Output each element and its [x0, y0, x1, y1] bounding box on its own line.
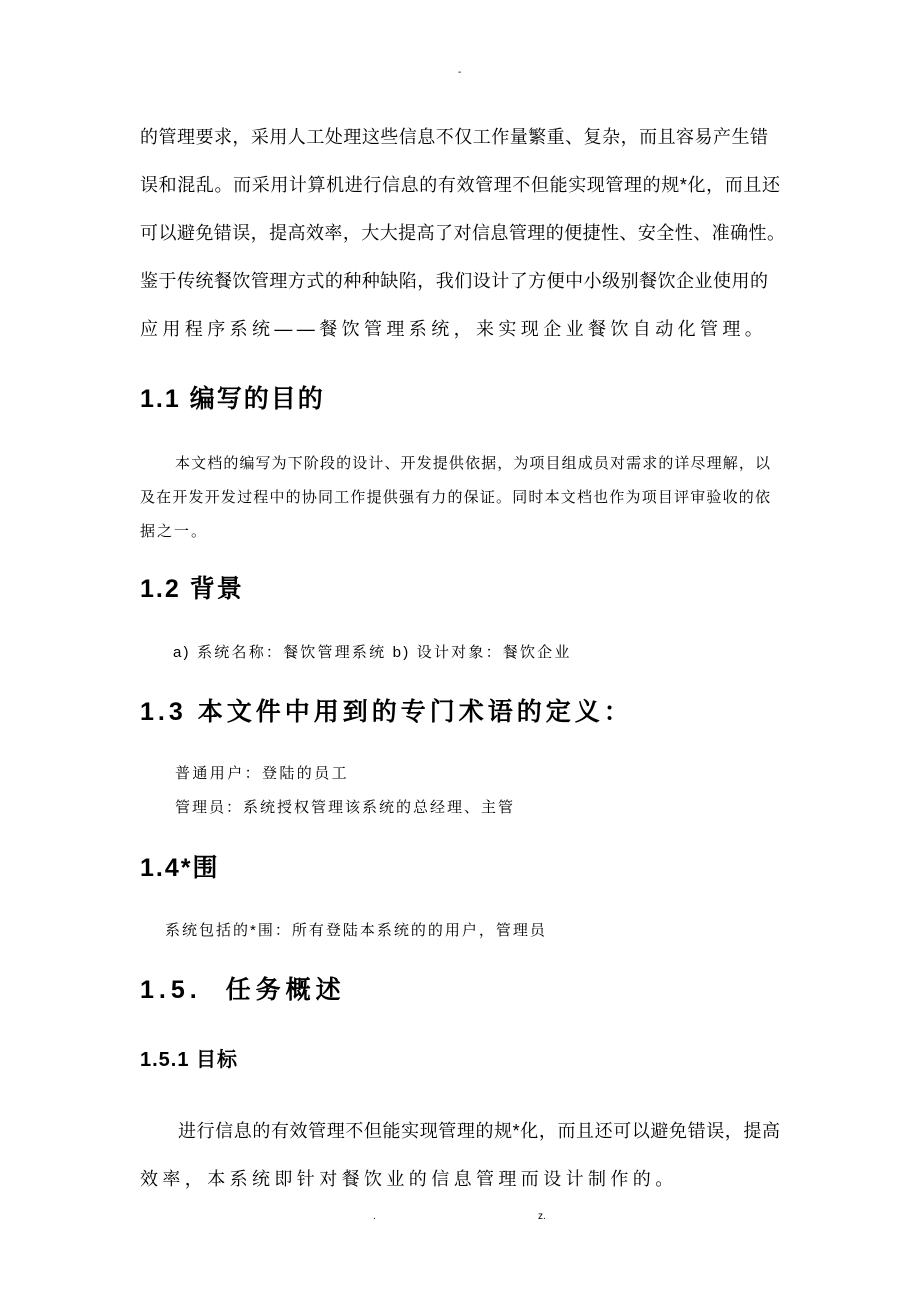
paragraph-line: 效率，本系统即针对餐饮业的信息管理而设计制作的。 [140, 1169, 678, 1189]
footer-right-mark: z. [538, 1211, 546, 1222]
section-heading-1-3: 1.3 本文件中用到的专门术语的定义： [140, 698, 633, 726]
page-header-mark: - [458, 67, 462, 78]
footer-left-mark: . [373, 1211, 376, 1222]
section-heading-1-4: 1.4*围 [140, 854, 220, 882]
paragraph-line: 可以避免错误，提高效率，大大提高了对信息管理的便捷性、安全性、准确性。 [140, 223, 785, 243]
paragraph-line: 误和混乱。而采用计算机进行信息的有效管理不但能实现管理的规*化，而且还 [140, 175, 780, 195]
scope-text: 系统包括的*围：所有登陆本系统的的用户，管理员 [165, 922, 547, 939]
paragraph-line: 本文档的编写为下阶段的设计、开发提供依据，为项目组成员对需求的详尽理解，以 [175, 455, 770, 472]
paragraph-line: 应用程序系统——餐饮管理系统，来实现企业餐饮自动化管理。 [140, 319, 768, 339]
section-heading-1-1: 1.1 编写的目的 [140, 385, 325, 413]
section-heading-1-5-1: 1.5.1 目标 [140, 1049, 239, 1071]
paragraph-line: 鉴于传统餐饮管理方式的种种缺陷，我们设计了方便中小级别餐饮企业使用的 [140, 271, 768, 291]
term-definition: 普通用户：登陆的员工 [175, 765, 350, 782]
term-definition: 管理员：系统授权管理该系统的总经理、主管 [175, 799, 516, 816]
paragraph-line: 据之一。 [140, 523, 209, 540]
section-heading-1-5: 1.5. 任务概述 [140, 976, 346, 1004]
paragraph-line: 及在开发开发过程中的协同工作提供强有力的保证。同时本文档也作为项目评审验收的依 [140, 489, 770, 506]
paragraph-line: 进行信息的有效管理不但能实现管理的规*化，而且还可以避免错误，提高 [178, 1121, 780, 1141]
paragraph-line: 的管理要求，采用人工处理这些信息不仅工作量繁重、复杂，而且容易产生错 [140, 127, 768, 147]
section-heading-1-2: 1.2 背景 [140, 575, 244, 603]
background-text: a) 系统名称：餐饮管理系统 b) 设计对象：餐饮企业 [173, 644, 572, 661]
